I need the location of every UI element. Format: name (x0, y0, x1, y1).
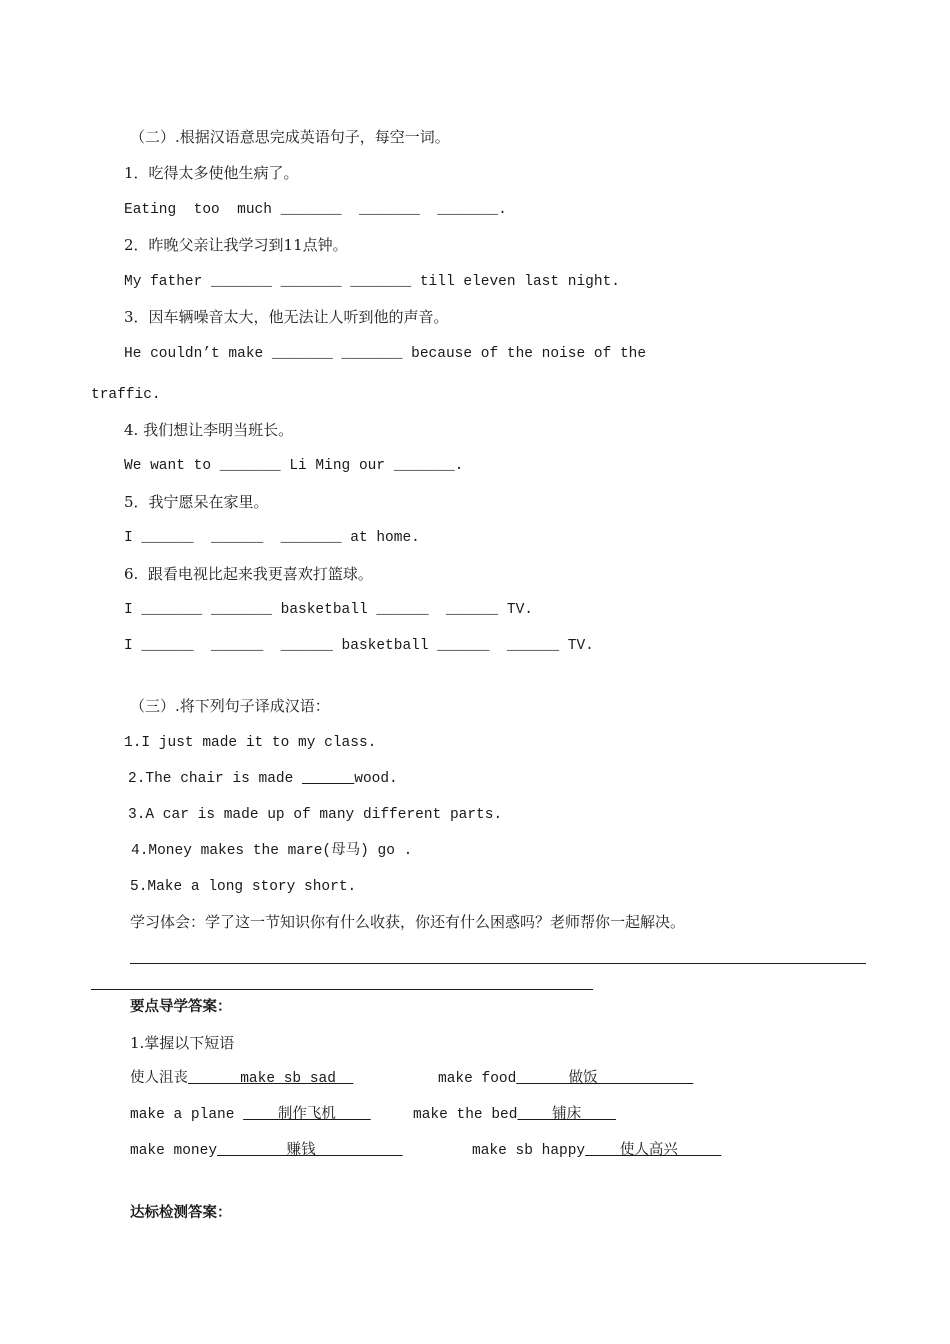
phrase-2-answer: 做饭 (516, 1071, 694, 1087)
phrase-1 (130, 1070, 353, 1088)
phrase-4 (413, 1106, 616, 1124)
sentence-1: 1.I just made it to my class. (124, 735, 377, 751)
reflection-prompt: 学习体会：学了这一节知识你有什么收获，你还有什么困惑吗？老师帮你一起解决。 (130, 913, 686, 931)
q6-english-a: I _______ _______ basketball ______ ______ TV. (124, 602, 533, 618)
sentence-2-blank (302, 771, 354, 787)
phrase-4-answer: 铺床 (517, 1107, 617, 1123)
q2-english: My father _______ _______ _______ till eleven last night. (124, 274, 620, 290)
phrase-2 (438, 1070, 693, 1088)
sentence-2-end: wood. (354, 771, 398, 787)
phrase-3 (130, 1106, 371, 1124)
section2-heading: （二）.根据汉语意思完成英语句子，每空一词。 (130, 128, 450, 146)
answers-heading: 要点导学答案： (130, 999, 232, 1015)
answer-line-1 (130, 963, 866, 964)
q6-chinese: 6. 跟看电视比起来我更喜欢打篮球。 (124, 565, 373, 583)
section3-heading: （三）.将下列句子译成汉语： (130, 697, 330, 715)
answer-line-2 (91, 989, 593, 990)
sentence-3: 3.A car is made up of many different parts. (128, 807, 503, 823)
phrase-1-answer: make sb sad (188, 1071, 354, 1087)
phrase-3-answer: 制作飞机 (243, 1107, 371, 1123)
q3-chinese: 3．因车辆噪音太大，他无法让人听到他的声音。 (124, 308, 449, 326)
sentence-2-start: 2.The chair is made (128, 771, 303, 787)
q3-english: He couldn’t make _______ _______ because of the noise of the (124, 346, 647, 362)
q4-chinese: 4. 我们想让李明当班长。 (124, 421, 294, 439)
sentence-4: 4.Money makes the mare(母马) go . (131, 843, 413, 859)
sentence-2 (128, 770, 398, 788)
phrase-5-label: make money (130, 1143, 218, 1159)
phrase-5 (130, 1142, 403, 1160)
q4-english: We want to _______ Li Ming our _______. (124, 458, 464, 474)
phrase-6 (472, 1142, 721, 1160)
q1-chinese: 1．吃得太多使他生病了。 (124, 164, 299, 182)
q5-english: I ______ ______ _______ at home. (124, 530, 420, 546)
q3-english-continued: traffic. (91, 387, 161, 403)
q5-chinese: 5．我宁愿呆在家里。 (124, 493, 269, 511)
check-answers-heading: 达标检测答案： (130, 1205, 232, 1221)
phrase-6-label: make sb happy (472, 1143, 586, 1159)
sentence-5: 5.Make a long story short. (130, 879, 357, 895)
phrase-5-answer: 赚钱 (217, 1143, 403, 1159)
q1-english: Eating too much _______ _______ _______. (124, 202, 507, 218)
phrase-6-answer: 使人高兴 (585, 1143, 722, 1159)
phrase-4-label: make the bed (413, 1107, 518, 1123)
phrase-2-label: make food (438, 1071, 517, 1087)
q6-english-b: I ______ ______ ______ basketball ______ ______ TV. (124, 638, 594, 654)
q2-chinese: 2．昨晚父亲让我学习到11点钟。 (124, 236, 348, 254)
phrase-1-label: 使人沮丧 (130, 1071, 188, 1087)
answers-subheading: 1.掌握以下短语 (130, 1034, 235, 1052)
phrase-3-label: make a plane (130, 1107, 244, 1123)
